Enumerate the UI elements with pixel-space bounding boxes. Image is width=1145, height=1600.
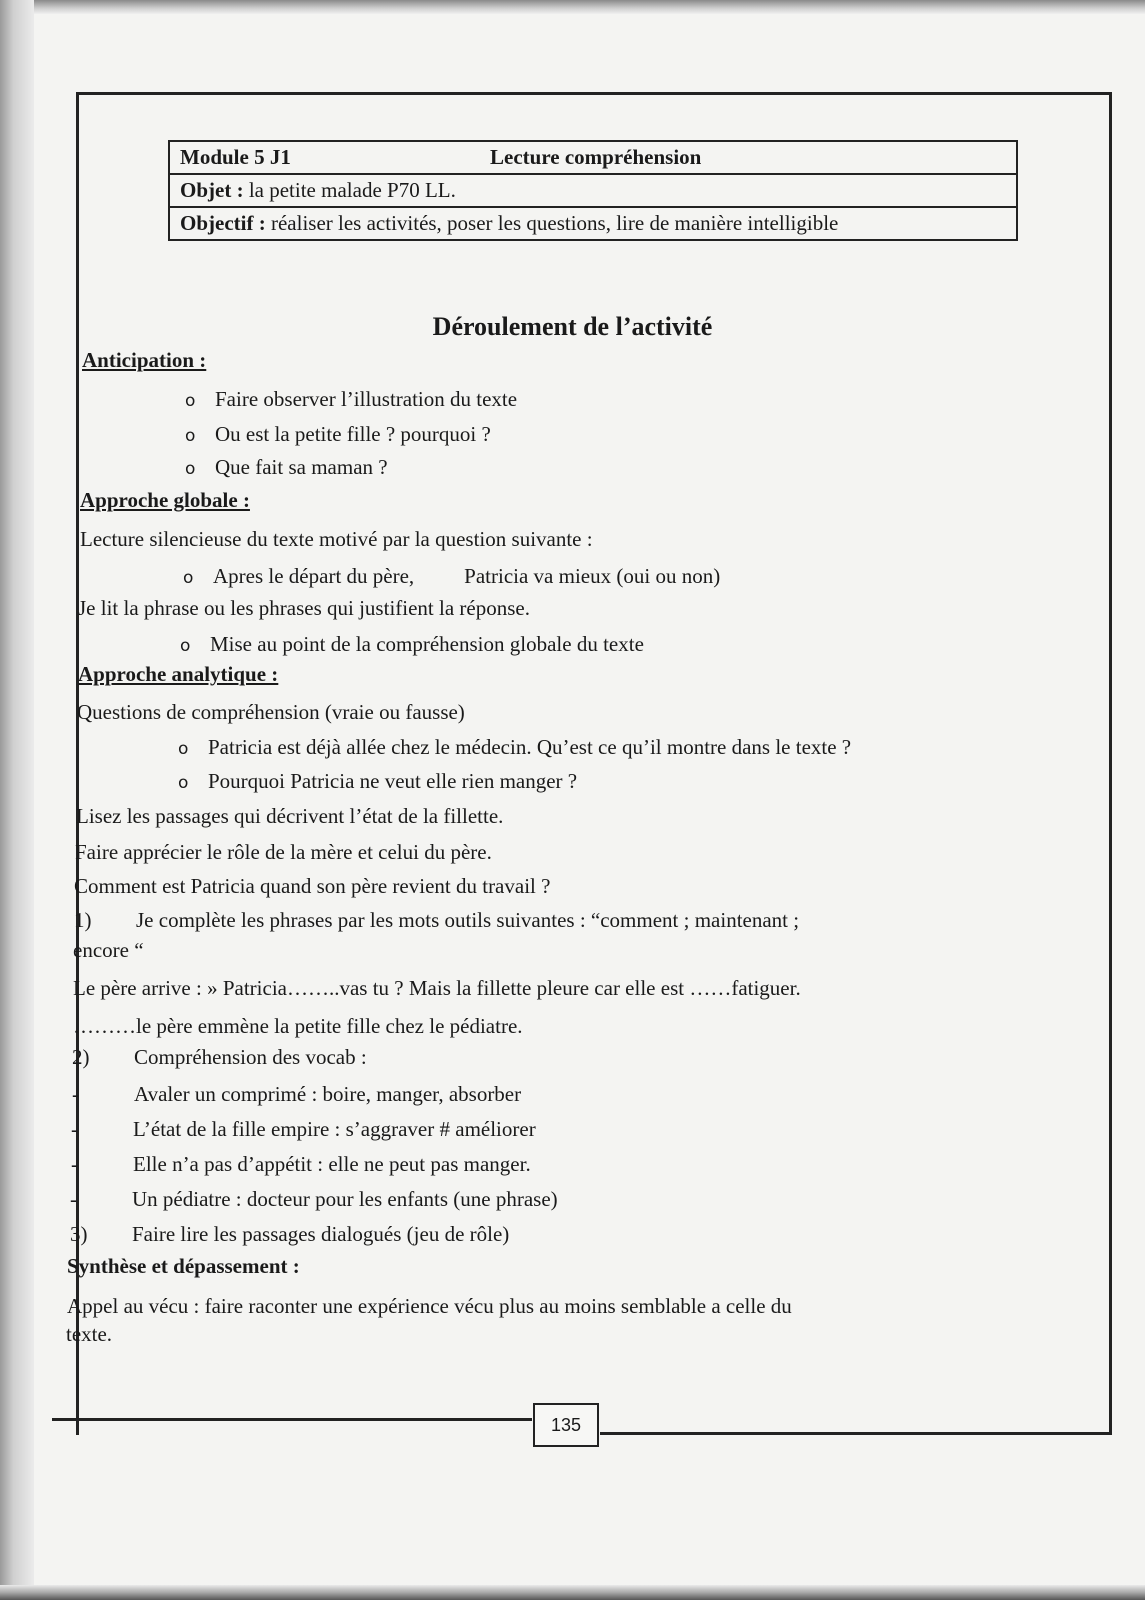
module-label: Module 5 J1 [180, 145, 291, 169]
exercise-3-text: Faire lire les passages dialogués (jeu de rôle) [132, 1222, 510, 1246]
main-title: Déroulement de l’activité [432, 312, 713, 341]
anticipation-item: o Faire observer l’illustration du texte [185, 385, 517, 415]
objet-value: la petite malade P70 LL. [243, 178, 456, 202]
analytique-line: Faire apprécier le rôle de la mère et celui du père. [75, 840, 492, 864]
objet-cell [169, 174, 1017, 207]
lesson-info-table [168, 140, 1018, 241]
anticipation-item: o Ou est la petite fille ? pourquoi ? [185, 420, 491, 450]
exercise-2 [72, 1043, 367, 1071]
objectif-cell [169, 207, 1017, 240]
approche-globale-heading: Approche globale : [80, 488, 250, 512]
vocab-item: - Avaler un comprimé : boire, manger, absorber [72, 1082, 522, 1106]
approche-analytique-intro: Questions de compréhension (vraie ou fausse) [77, 700, 465, 724]
scan-edge-left [0, 0, 34, 1600]
exercise-2-text: Compréhension des vocab : [134, 1045, 367, 1069]
exercise-1-sentence: ………le père emmène la petite fille chez le pédiatre. [73, 1014, 523, 1038]
module-cell [169, 141, 1017, 174]
anticipation-item: o Que fait sa maman ? [185, 453, 388, 483]
question-part-a: Apres le départ du père, [213, 564, 415, 588]
analytique-line: Lisez les passages qui décrivent l’état de la fillette. [76, 804, 504, 828]
module-row [169, 141, 1017, 174]
exercise-3 [70, 1220, 509, 1248]
exercise-2-number: 2) [72, 1045, 90, 1069]
objectif-value: réaliser les activités, poser les questions, lire de manière intelligible [265, 211, 839, 235]
vocab-item: - Elle n’a pas d’appétit : elle ne peut pas manger. [71, 1152, 531, 1176]
lesson-title: Lecture compréhension [490, 145, 702, 169]
exercise-1 [74, 906, 799, 934]
synthese-line: texte. [66, 1322, 113, 1346]
approche-globale-question [183, 562, 720, 592]
exercise-1-continuation: encore “ [73, 938, 144, 962]
vocab-item: - L’état de la fille empire : s’aggraver # améliorer [71, 1117, 536, 1141]
exercise-3-number: 3) [70, 1222, 88, 1246]
anticipation-heading: Anticipation : [82, 348, 207, 372]
objet-label: Objet : [180, 178, 244, 202]
frame-bottom-rule-left [52, 1418, 532, 1421]
approche-globale-intro: Lecture silencieuse du texte motivé par la question suivante : [80, 527, 593, 551]
exercise-1-text: Je complète les phrases par les mots outils suivantes : “comment ; maintenant ; [136, 908, 800, 932]
page-number: 135 [533, 1403, 599, 1447]
synthese-line: Appel au vécu : faire raconter une expérience vécu plus au moins semblable a celle du [67, 1294, 792, 1318]
exercise-1-number: 1) [74, 908, 92, 932]
objet-row [169, 174, 1017, 207]
approche-analytique-heading: Approche analytique : [78, 662, 279, 686]
frame-bottom-rule-right [600, 1432, 1110, 1435]
scan-edge-bottom [0, 1585, 1145, 1600]
analytique-question: o Pourquoi Patricia ne veut elle rien manger ? [178, 767, 577, 797]
scan-edge-top [0, 0, 1145, 14]
analytique-line: Comment est Patricia quand son père revient du travail ? [74, 874, 551, 898]
question-part-b: Patricia va mieux (oui ou non) [464, 564, 721, 588]
objectif-label: Objectif : [180, 211, 266, 235]
synthese-heading: Synthèse et dépassement : [67, 1254, 300, 1278]
approche-globale-instruction: Je lit la phrase ou les phrases qui justifient la réponse. [78, 596, 530, 620]
analytique-question: o Patricia est déjà allée chez le médecin. Qu’est ce qu’il montre dans le texte ? [178, 733, 851, 763]
exercise-1-sentence: Le père arrive : » Patricia……..vas tu ? Mais la fillette pleure car elle est ……fatiguer. [73, 976, 801, 1000]
vocab-item: - Un pédiatre : docteur pour les enfants (une phrase) [70, 1187, 558, 1211]
mise-au-point-item: o Mise au point de la compréhension globale du texte [180, 630, 644, 660]
objectif-row [169, 207, 1017, 240]
